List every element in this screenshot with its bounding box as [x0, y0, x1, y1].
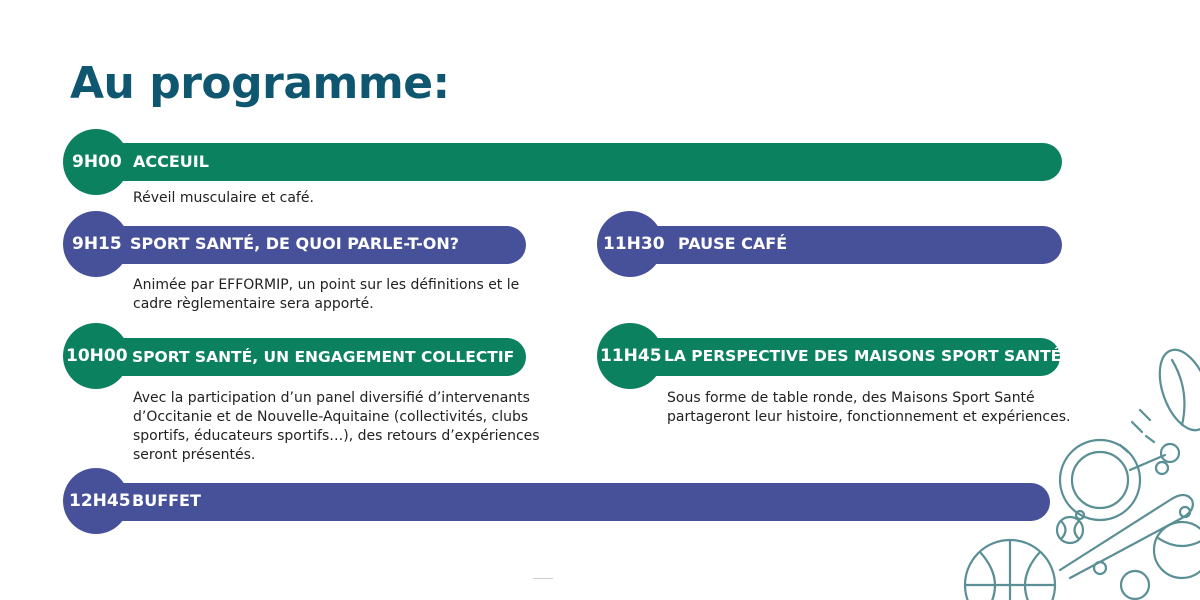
item-description: Réveil musculaire et café. [133, 190, 314, 206]
item-title: BUFFET [132, 491, 201, 510]
time-label: 10H00 [66, 346, 128, 366]
item-title: PAUSE CAFÉ [678, 234, 788, 253]
baseball-icon [1057, 517, 1083, 543]
item-title: SPORT SANTÉ, UN ENGAGEMENT COLLECTIF [132, 348, 515, 366]
time-label: 9H00 [72, 152, 122, 172]
time-label: 12H45 [69, 491, 131, 511]
bat-icon [1060, 495, 1193, 578]
time-label: 9H15 [72, 234, 122, 254]
page-title: Au programme: [70, 58, 450, 109]
item-description: Sous forme de table ronde, des Maisons Sport Santé partageront leur histoire, fonctionnement et expériences. [667, 390, 1071, 425]
item-description: Animée par EFFORMIP, un point sur les définitions et le cadre règlementaire sera apporté. [133, 277, 520, 312]
time-label: 11H30 [603, 234, 665, 254]
sports-equipment-illustration-icon [960, 340, 1200, 600]
ping-pong-racket-icon [1060, 440, 1179, 520]
schedule-bar [95, 483, 1050, 521]
item-title: SPORT SANTÉ, DE QUOI PARLE-T-ON? [130, 234, 460, 253]
item-description: Avec la participation d’un panel diversifié d’intervenants d’Occitanie et de Nouvelle-Aquitaine (collectivités, clubs sportifs, éducateurs sportifs…), des retours d’expériences seront présentés. [133, 390, 540, 463]
tennis-ball-icon [1154, 522, 1200, 578]
rugby-ball-icon [1150, 343, 1200, 437]
basketball-icon [965, 540, 1055, 600]
divider [533, 578, 553, 579]
item-title: ACCEUIL [133, 152, 209, 171]
time-label: 11H45 [600, 346, 662, 366]
schedule-bar [95, 143, 1062, 181]
item-title: LA PERSPECTIVE DES MAISONS SPORT SANTÉ [664, 347, 1062, 365]
